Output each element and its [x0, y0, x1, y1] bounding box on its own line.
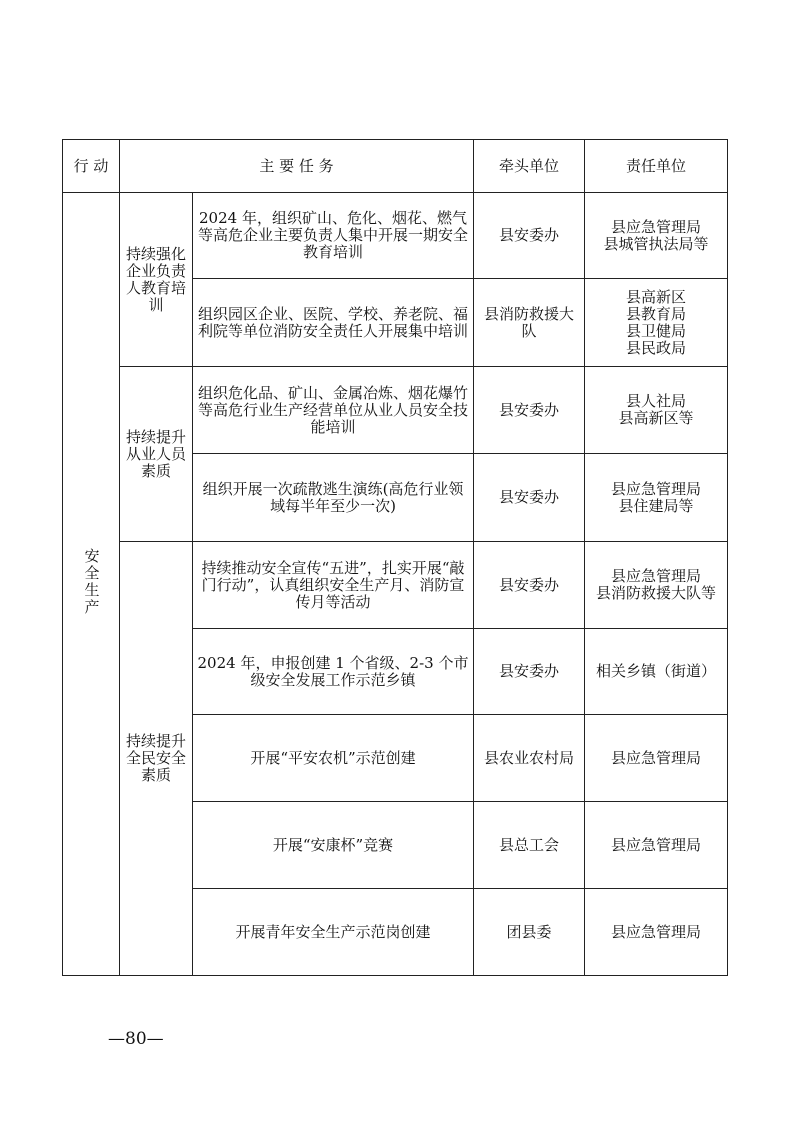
lead-cell: 县安委办 — [474, 454, 585, 542]
action-cell — [63, 193, 120, 976]
table-row — [63, 367, 728, 454]
subcategory-cell: 持续提升从业人员素质 — [120, 367, 193, 542]
lead-cell: 县安委办 — [474, 193, 585, 279]
page-number: —80— — [108, 1029, 164, 1049]
lead-cell: 县总工会 — [474, 802, 585, 889]
subcategory-cell: 持续强化企业负责人教育培训 — [120, 193, 193, 367]
task-cell: 组织园区企业、医院、学校、养老院、福利院等单位消防安全责任人开展集中培训 — [193, 279, 474, 367]
header-action: 行 动 — [63, 140, 120, 193]
responsible-cell: 县应急管理局 县城管执法局等 — [585, 193, 728, 279]
lead-cell: 县安委办 — [474, 367, 585, 454]
header-tasks: 主 要 任 务 — [120, 140, 474, 193]
lead-cell: 县消防救援大队 — [474, 279, 585, 367]
task-cell: 持续推动安全宣传“五进”，扎实开展“敲门行动”，认真组织安全生产月、消防宣传月等活动 — [193, 542, 474, 629]
lead-cell: 县农业农村局 — [474, 715, 585, 802]
action-label: 安全生产 — [82, 548, 101, 616]
header-responsible: 责任单位 — [585, 140, 728, 193]
task-cell: 2024 年，组织矿山、危化、烟花、燃气等高危企业主要负责人集中开展一期安全教育培训 — [193, 193, 474, 279]
task-table — [62, 139, 728, 976]
task-cell: 组织危化品、矿山、金属冶炼、烟花爆竹等高危行业生产经营单位从业人员安全技能培训 — [193, 367, 474, 454]
header-row — [63, 140, 728, 193]
lead-cell: 县安委办 — [474, 629, 585, 715]
responsible-cell: 县高新区 县教育局 县卫健局 县民政局 — [585, 279, 728, 367]
lead-cell: 团县委 — [474, 889, 585, 976]
table-row — [63, 542, 728, 629]
task-cell: 开展“平安农机”示范创建 — [193, 715, 474, 802]
responsible-cell: 县应急管理局 县住建局等 — [585, 454, 728, 542]
header-lead: 牵头单位 — [474, 140, 585, 193]
lead-cell: 县安委办 — [474, 542, 585, 629]
responsible-cell: 县应急管理局 — [585, 715, 728, 802]
responsible-cell: 县人社局 县高新区等 — [585, 367, 728, 454]
task-cell: 开展青年安全生产示范岗创建 — [193, 889, 474, 976]
task-cell: 组织开展一次疏散逃生演练(高危行业领域每半年至少一次) — [193, 454, 474, 542]
responsible-cell: 相关乡镇（街道） — [585, 629, 728, 715]
responsible-cell: 县应急管理局 县消防救援大队等 — [585, 542, 728, 629]
task-cell: 2024 年，申报创建 1 个省级、2-3 个市级安全发展工作示范乡镇 — [193, 629, 474, 715]
task-cell: 开展“安康杯”竞赛 — [193, 802, 474, 889]
table-row — [63, 193, 728, 279]
responsible-cell: 县应急管理局 — [585, 802, 728, 889]
subcategory-cell: 持续提升全民安全素质 — [120, 542, 193, 976]
responsible-cell: 县应急管理局 — [585, 889, 728, 976]
